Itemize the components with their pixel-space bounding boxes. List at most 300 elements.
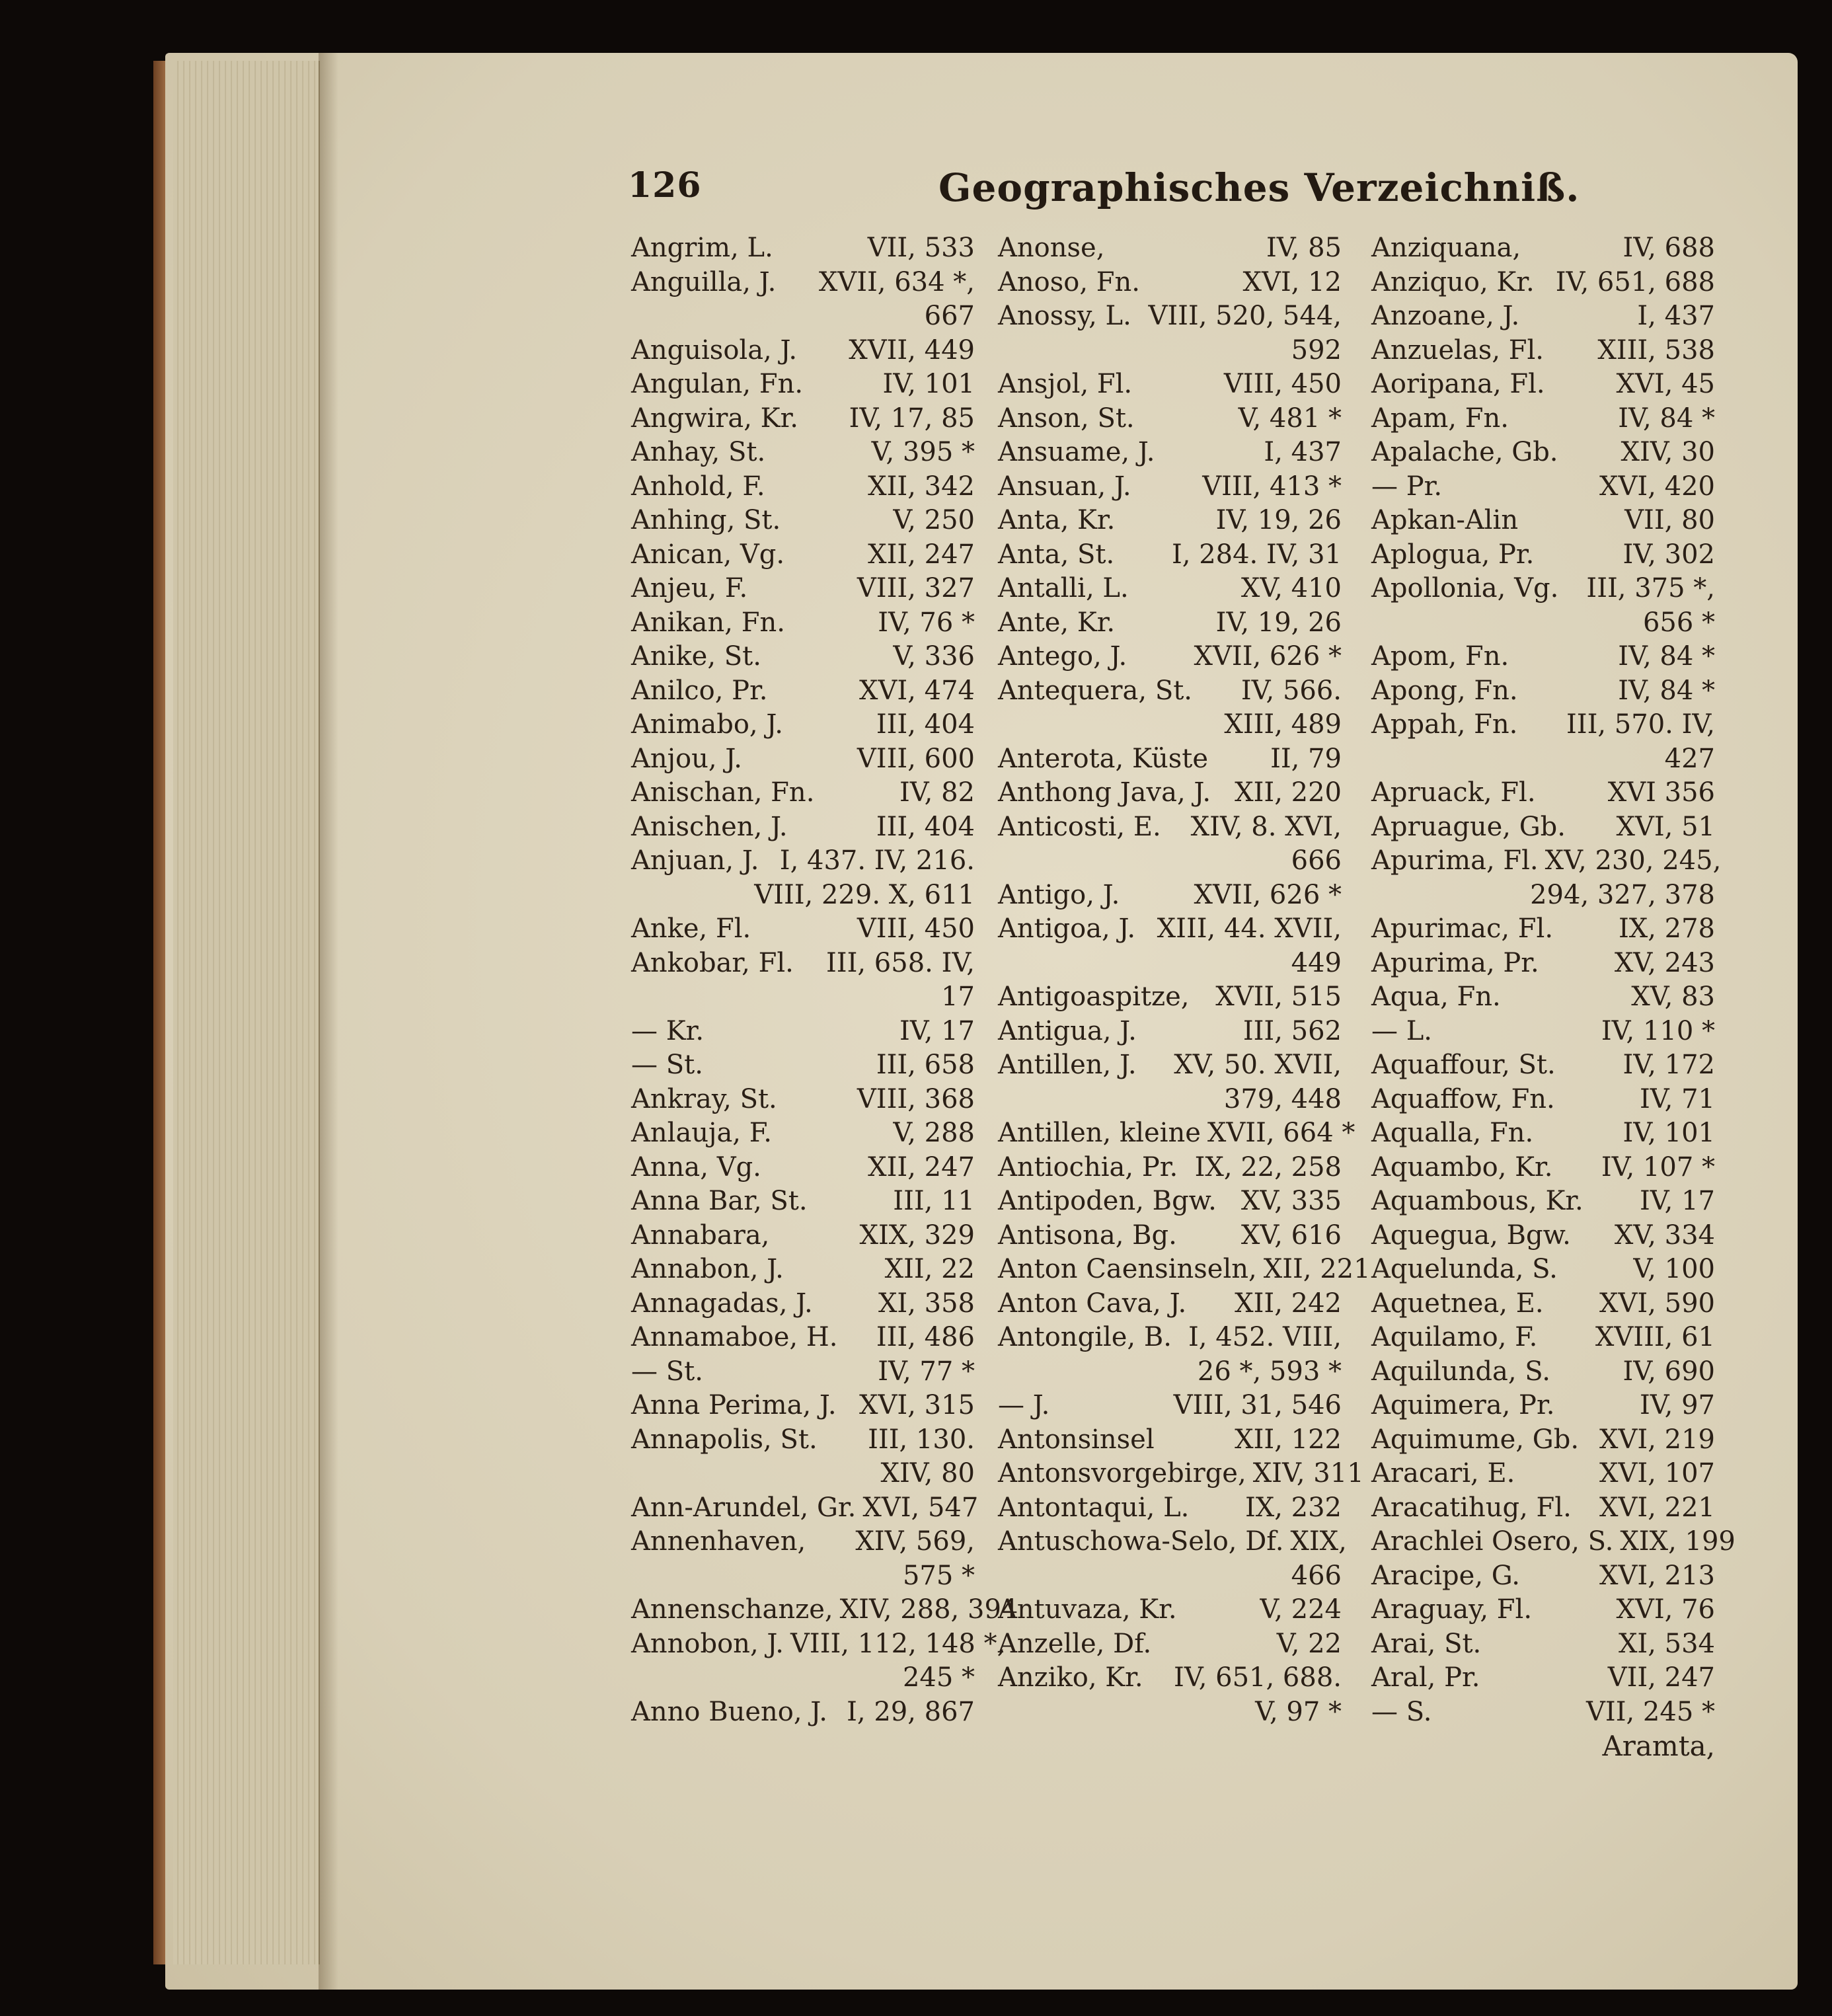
entry-reference: IV, 84 *: [1618, 641, 1715, 672]
entry-reference: XII, 342: [868, 471, 975, 502]
entry-reference: VII, 80: [1624, 505, 1715, 535]
entry-term: Aquimume, Gb.: [1371, 1424, 1580, 1455]
entry-term: Apalache, Gb.: [1371, 437, 1558, 467]
entry-reference: IV, 77 *: [878, 1356, 975, 1387]
index-entry: [1371, 1151, 1715, 1185]
entry-term: Aracari, E.: [1371, 1458, 1515, 1489]
index-entry: [631, 742, 975, 777]
index-entry: [1371, 980, 1715, 1015]
index-entry: [1371, 1048, 1715, 1083]
entry-term: Appah, Fn.: [1371, 709, 1518, 740]
entry-term: Apkan-Alin: [1371, 505, 1519, 535]
index-entry: [1371, 1627, 1715, 1662]
entry-reference: IV, 76 *: [878, 607, 975, 638]
index-column-3: [1371, 231, 1736, 1764]
entry-reference: 427: [1664, 743, 1715, 774]
entry-reference: III, 404: [876, 709, 975, 740]
entry-reference: XII, 221: [1263, 1254, 1371, 1284]
page-header: [628, 165, 1718, 218]
entry-reference: I, 29, 867: [847, 1696, 975, 1727]
index-entry: [1371, 1253, 1715, 1287]
entry-reference: II, 79: [1270, 743, 1342, 774]
entry-term: Anguisola, J.: [631, 334, 798, 366]
entry-term: Apurimac, Fl.: [1371, 913, 1554, 944]
entry-reference: I, 452. VIII,: [1188, 1322, 1342, 1352]
index-entry: [998, 538, 1342, 572]
entry-term: Aracatihug, Fl.: [1371, 1492, 1572, 1523]
index-entry: [631, 504, 975, 538]
entry-reference: III, 486: [876, 1322, 975, 1352]
index-entry: [1371, 1661, 1715, 1695]
entry-reference: XII, 122: [1235, 1424, 1342, 1455]
index-entry: [998, 606, 1342, 640]
entry-reference: XVII, 626 *: [1194, 641, 1342, 672]
index-entry: [631, 1151, 975, 1185]
index-entry: [1371, 1423, 1715, 1457]
entry-term: — Pr.: [1371, 471, 1443, 502]
entry-reference: XI, 534: [1618, 1628, 1715, 1659]
entry-reference: VIII, 368: [857, 1083, 975, 1114]
entry-reference: XV, 230, 245,: [1545, 845, 1722, 876]
index-entry-continuation: [631, 980, 975, 1015]
entry-term: Antuvaza, Kr.: [998, 1594, 1177, 1625]
entry-term: Antigoa, J.: [998, 913, 1136, 944]
index-entry: [1371, 334, 1715, 368]
index-entry-continuation: [998, 1355, 1342, 1389]
entry-term: Apom, Fn.: [1371, 641, 1509, 672]
running-title: Geographisches Verzeichniß.: [938, 165, 1580, 210]
entry-term: Antiochia, Pr.: [998, 1151, 1178, 1182]
index-entry: [998, 436, 1342, 470]
entry-term: Anhay, St.: [631, 437, 766, 467]
entry-term: Anna Bar, St.: [631, 1186, 808, 1216]
entry-reference: XVI, 213: [1599, 1560, 1715, 1591]
entry-term: Anziquana,: [1371, 233, 1521, 263]
entry-reference: V, 288: [893, 1118, 975, 1148]
index-entry: [998, 1151, 1342, 1185]
index-entry: [1371, 776, 1715, 810]
entry-term: — St.: [631, 1050, 703, 1080]
entry-reference: V, 100: [1633, 1254, 1715, 1284]
entry-term: Anlauja, F.: [631, 1118, 772, 1148]
index-entry: [631, 1423, 975, 1457]
entry-term: Anson, St.: [998, 403, 1135, 434]
index-entry: [998, 1116, 1355, 1151]
entry-reference: V, 22: [1276, 1628, 1342, 1659]
entry-reference: XVII, 515: [1215, 982, 1342, 1012]
entry-reference: IV, 82: [899, 777, 975, 808]
entry-term: Anna, Vg.: [631, 1151, 761, 1182]
entry-term: Antillen, kleine: [998, 1118, 1201, 1148]
index-entry: [1371, 1083, 1715, 1117]
entry-term: Araguay, Fl.: [1371, 1594, 1533, 1625]
index-entry: [1371, 844, 1722, 878]
index-entry: [998, 1287, 1342, 1321]
entry-reference: I, 284. IV, 31: [1171, 539, 1342, 570]
entry-reference: XIII, 489: [1224, 709, 1342, 740]
index-entry: [998, 878, 1342, 913]
entry-reference: XVI, 219: [1599, 1424, 1715, 1455]
index-entry-continuation: [998, 1695, 1342, 1730]
entry-reference: 466: [1291, 1560, 1342, 1591]
entry-term: Anican, Vg.: [631, 539, 785, 570]
entry-reference: IX, 22, 258: [1194, 1151, 1342, 1182]
entry-term: Anta, Kr.: [998, 505, 1116, 535]
entry-term: Annabon, J.: [631, 1254, 784, 1284]
index-entry: [998, 1423, 1342, 1457]
entry-term: Anzoane, J.: [1371, 301, 1520, 331]
entry-term: Annobon, J.: [631, 1628, 784, 1659]
entry-reference: XI, 358: [878, 1288, 975, 1319]
entry-term: Anton Cava, J.: [998, 1288, 1187, 1319]
entry-reference: VIII, 31, 546: [1173, 1390, 1342, 1420]
entry-reference: IV, 84 *: [1618, 403, 1715, 434]
index-entry: [1371, 1389, 1715, 1423]
entry-reference: III, 11: [893, 1186, 975, 1216]
entry-reference: XIX, 199: [1620, 1526, 1736, 1557]
index-entry: [1371, 368, 1715, 402]
index-entry: [631, 572, 975, 606]
index-entry: [998, 640, 1342, 674]
index-entry: [998, 1627, 1342, 1662]
index-entry: [1371, 299, 1715, 334]
index-entry-continuation: [631, 878, 975, 913]
index-entry: [998, 402, 1342, 436]
index-entry: [631, 810, 975, 845]
entry-term: — L.: [1371, 1015, 1432, 1046]
entry-reference: XVI, 107: [1599, 1458, 1715, 1489]
entry-term: Aqualla, Fn.: [1371, 1118, 1534, 1148]
index-entry: [631, 1083, 975, 1117]
index-entry: [998, 1184, 1342, 1219]
entry-reference: XIX, 329: [859, 1220, 975, 1251]
entry-reference: XVII, 626 *: [1194, 879, 1342, 910]
entry-reference: XII, 242: [1235, 1288, 1342, 1319]
entry-term: Aquambo, Kr.: [1371, 1151, 1553, 1182]
entry-reference: IV, 101: [882, 369, 975, 399]
entry-reference: V, 250: [893, 505, 975, 535]
entry-reference: XVI, 221: [1599, 1492, 1715, 1523]
entry-reference: XV, 50. XVII,: [1174, 1050, 1342, 1080]
index-entry: [1371, 912, 1715, 947]
entry-reference: XVI, 315: [859, 1390, 975, 1420]
index-entry: [998, 912, 1342, 947]
entry-reference: XIV, 80: [880, 1458, 975, 1489]
entry-reference: XVI, 45: [1616, 369, 1715, 399]
entry-reference: XIII, 44. XVII,: [1157, 913, 1342, 944]
entry-reference: IV, 85: [1266, 233, 1342, 263]
entry-reference: IV, 566.: [1240, 675, 1342, 706]
entry-term: Annenschanze,: [631, 1594, 833, 1625]
index-entry: [631, 1389, 975, 1423]
entry-reference: VIII, 112, 148 *,: [790, 1628, 1006, 1659]
entry-term: Anilco, Pr.: [631, 675, 768, 706]
index-entry: [631, 1627, 1006, 1662]
index-entry: [998, 810, 1342, 845]
entry-term: Anjuan, J.: [631, 845, 759, 876]
entry-term: Anziko, Kr.: [998, 1662, 1143, 1693]
index-entry: [998, 742, 1342, 777]
entry-term: Antequera, St.: [998, 675, 1193, 706]
entry-reference: VII, 247: [1607, 1662, 1715, 1693]
entry-reference: XV, 616: [1240, 1220, 1342, 1251]
index-entry: [631, 640, 975, 674]
index-entry: [998, 674, 1342, 709]
entry-term: Apong, Fn.: [1371, 675, 1518, 706]
entry-reference: III, 658: [876, 1050, 975, 1080]
entry-reference: VIII, 413 *: [1202, 471, 1342, 502]
entry-reference: XVI, 76: [1616, 1594, 1715, 1625]
index-entry: [631, 1184, 975, 1219]
page-edges: [173, 61, 320, 1964]
entry-term: Ansuan, J.: [998, 471, 1131, 502]
entry-term: Aquimera, Pr.: [1371, 1390, 1555, 1420]
index-entry: [631, 708, 975, 742]
index-entry: [631, 1287, 975, 1321]
index-entry: [631, 470, 975, 504]
index-entry: [1371, 810, 1715, 845]
index-entry: [631, 402, 975, 436]
index-entry: [1371, 1355, 1715, 1389]
index-entry: [998, 231, 1342, 266]
index-entry: [998, 1253, 1371, 1287]
index-entry-continuation: [631, 299, 975, 334]
index-entry-continuation: [1371, 742, 1715, 777]
entry-reference: XVIII, 61: [1595, 1322, 1715, 1352]
entry-reference: VIII, 520, 544,: [1148, 301, 1342, 331]
index-entry-continuation: [631, 1457, 975, 1491]
entry-reference: IV, 84 *: [1618, 675, 1715, 706]
index-entry: [631, 1253, 975, 1287]
index-entry: [631, 1219, 975, 1253]
entry-reference: VIII, 229. X, 611: [754, 879, 975, 910]
index-entry: [1371, 504, 1715, 538]
entry-reference: IX, 232: [1244, 1492, 1342, 1523]
index-entry: [1371, 947, 1715, 981]
index-entry: [998, 1525, 1347, 1559]
entry-term: Aquelunda, S.: [1371, 1254, 1558, 1284]
entry-term: Aqua, Fn.: [1371, 982, 1501, 1012]
entry-term: Aral, Pr.: [1371, 1662, 1480, 1693]
entry-term: Anjou, J.: [631, 743, 742, 774]
entry-term: Annapolis, St.: [631, 1424, 818, 1455]
entry-term: Anoso, Fn.: [998, 266, 1140, 297]
index-entry: [998, 1321, 1342, 1355]
entry-reference: III, 658. IV,: [825, 947, 975, 978]
entry-reference: XIV, 288, 394: [839, 1594, 1018, 1625]
index-entry: [1371, 1559, 1715, 1594]
entry-reference: XIV, 569,: [855, 1526, 975, 1557]
entry-term: Antego, J.: [998, 641, 1127, 672]
index-entry-continuation: [1371, 606, 1715, 640]
entry-term: Anischen, J.: [631, 811, 788, 842]
index-entry-continuation: [998, 708, 1342, 742]
index-entry: [1371, 470, 1715, 504]
entry-term: Anjeu, F.: [631, 573, 748, 603]
index-entry-continuation: [998, 1559, 1342, 1594]
entry-reference: XVI, 51: [1616, 811, 1715, 842]
entry-reference: IV, 17, 85: [849, 403, 975, 434]
entry-reference: XV, 335: [1240, 1186, 1342, 1216]
entry-term: — S.: [1371, 1696, 1432, 1727]
index-entry: [631, 436, 975, 470]
entry-term: Angrim, L.: [631, 233, 773, 263]
entry-reference: XV, 243: [1614, 947, 1715, 978]
entry-reference: IV, 172: [1622, 1050, 1715, 1080]
catchword-text: Aramta,: [1602, 1730, 1715, 1762]
page-number: 126: [628, 165, 702, 206]
entry-reference: XVI, 12: [1242, 266, 1342, 297]
entry-reference: XV, 410: [1240, 573, 1342, 603]
entry-reference: XV, 334: [1614, 1220, 1715, 1251]
entry-term: Anhold, F.: [631, 471, 765, 502]
entry-reference: 666: [1291, 845, 1342, 876]
index-entry: [1371, 572, 1715, 606]
index-entry: [631, 1593, 1018, 1627]
entry-reference: XVI, 474: [859, 675, 975, 706]
entry-term: Apurima, Pr.: [1371, 947, 1539, 978]
entry-term: Aquilamo, F.: [1371, 1322, 1538, 1352]
entry-term: Arai, St.: [1371, 1628, 1482, 1659]
entry-term: Apollonia, Vg.: [1371, 573, 1559, 603]
entry-term: Arachlei Osero, S.: [1371, 1526, 1614, 1557]
entry-reference: 449: [1291, 947, 1342, 978]
entry-term: Ankray, St.: [631, 1083, 777, 1114]
entry-reference: IV, 302: [1622, 539, 1715, 570]
entry-term: Aquaffow, Fn.: [1371, 1083, 1555, 1114]
entry-reference: 575 *: [902, 1560, 975, 1591]
entry-term: Angwira, Kr.: [631, 403, 799, 434]
entry-term: Apurima, Fl.: [1371, 845, 1539, 876]
entry-reference: XII, 22: [884, 1254, 975, 1284]
index-entry: [1371, 1321, 1715, 1355]
entry-reference: IV, 17: [1639, 1186, 1715, 1216]
index-entry: [1371, 402, 1715, 436]
entry-term: Aquegua, Bgw.: [1371, 1220, 1571, 1251]
entry-term: Anhing, St.: [631, 505, 781, 535]
index-entry-continuation: [998, 1083, 1342, 1117]
index-entry: [998, 368, 1342, 402]
entry-term: Anguilla, J.: [631, 266, 777, 297]
entry-reference: XIII, 538: [1597, 334, 1715, 366]
entry-reference: XVI, 547: [862, 1492, 979, 1523]
entry-reference: V, 224: [1260, 1594, 1342, 1625]
index-entry-continuation: [998, 844, 1342, 878]
entry-term: Anke, Fl.: [631, 913, 751, 944]
catchword: [1371, 1729, 1715, 1764]
entry-term: Animabo, J.: [631, 709, 783, 740]
index-entry: [1371, 1491, 1715, 1526]
index-entry: [631, 538, 975, 572]
index-entry: [631, 231, 975, 266]
entry-term: Anna Perima, J.: [631, 1390, 837, 1420]
index-entry: [631, 674, 975, 709]
entry-reference: XVII, 634 *,: [818, 266, 975, 297]
entry-reference: XIV, 311: [1252, 1458, 1364, 1489]
entry-term: Anterota, Küste: [998, 743, 1208, 774]
entry-term: Apruague, Gb.: [1371, 811, 1566, 842]
entry-reference: III, 570. IV,: [1566, 709, 1715, 740]
entry-reference: IV, 101: [1622, 1118, 1715, 1148]
entry-term: Antonsinsel: [998, 1424, 1155, 1455]
index-entry: [631, 1321, 975, 1355]
entry-reference: III, 375 *,: [1586, 573, 1715, 603]
entry-reference: IX, 278: [1618, 913, 1715, 944]
entry-reference: VIII, 450: [1223, 369, 1342, 399]
entry-reference: IV, 690: [1622, 1356, 1715, 1387]
index-entry: [998, 1389, 1342, 1423]
index-column-1: [631, 231, 1018, 1729]
entry-reference: I, 437: [1264, 437, 1342, 467]
index-entry: [631, 606, 975, 640]
index-entry: [1371, 231, 1715, 266]
entry-reference: III, 130.: [868, 1424, 975, 1455]
entry-reference: XIV, 8. XVI,: [1190, 811, 1342, 842]
entry-reference: IV, 19, 26: [1215, 505, 1342, 535]
entry-term: Angulan, Fn.: [631, 369, 804, 399]
index-entry: [631, 266, 975, 300]
gutter-shadow: [319, 53, 338, 1990]
index-entry: [998, 980, 1342, 1015]
index-entry: [998, 1015, 1342, 1049]
entry-term: Aracipe, G.: [1371, 1560, 1520, 1591]
index-entry: [998, 776, 1342, 810]
entry-reference: XIV, 30: [1621, 437, 1715, 467]
index-entry: [1371, 1184, 1715, 1219]
entry-reference: V, 481 *: [1238, 403, 1342, 434]
entry-term: Anossy, L.: [998, 301, 1131, 331]
entry-reference: III, 562: [1242, 1015, 1342, 1046]
index-entry: [1371, 1116, 1715, 1151]
entry-term: Aquaffour, St.: [1371, 1050, 1556, 1080]
entry-reference: V, 395 *: [871, 437, 975, 467]
entry-reference: IV, 651, 688.: [1174, 1662, 1342, 1693]
index-entry: [631, 368, 975, 402]
entry-reference: IV, 17: [899, 1015, 975, 1046]
index-entry: [1371, 1287, 1715, 1321]
entry-reference: VIII, 327: [857, 573, 975, 603]
entry-term: — St.: [631, 1356, 703, 1387]
index-entry: [1371, 266, 1715, 300]
entry-term: — Kr.: [631, 1015, 705, 1046]
entry-term: Antalli, L.: [998, 573, 1129, 603]
entry-reference: 26 *, 593 *: [1197, 1356, 1342, 1387]
entry-reference: XVI, 420: [1599, 471, 1715, 502]
entry-reference: I, 437: [1637, 301, 1715, 331]
index-entry: [1371, 1525, 1736, 1559]
index-entry: [998, 299, 1342, 334]
entry-term: Anthong Java, J.: [998, 777, 1211, 808]
entry-reference: IV, 688: [1622, 233, 1715, 263]
index-entry: [998, 572, 1342, 606]
index-column-2: [998, 231, 1371, 1729]
entry-term: Anzuelas, Fl.: [1371, 334, 1545, 366]
index-entry: [631, 844, 975, 878]
entry-term: Annenhaven,: [631, 1526, 806, 1557]
entry-reference: 379, 448: [1223, 1083, 1342, 1114]
index-entry: [631, 947, 975, 981]
entry-term: Aquilunda, S.: [1371, 1356, 1550, 1387]
index-entry: [1371, 436, 1715, 470]
entry-reference: XV, 83: [1631, 982, 1715, 1012]
index-entry: [631, 1116, 975, 1151]
index-entry: [1371, 674, 1715, 709]
index-entry: [631, 1015, 975, 1049]
index-entry: [998, 1661, 1342, 1695]
entry-term: Antuschowa-Selo, Df.: [998, 1526, 1284, 1557]
entry-term: Antillen, J.: [998, 1050, 1137, 1080]
entry-term: Anno Bueno, J.: [631, 1696, 827, 1727]
